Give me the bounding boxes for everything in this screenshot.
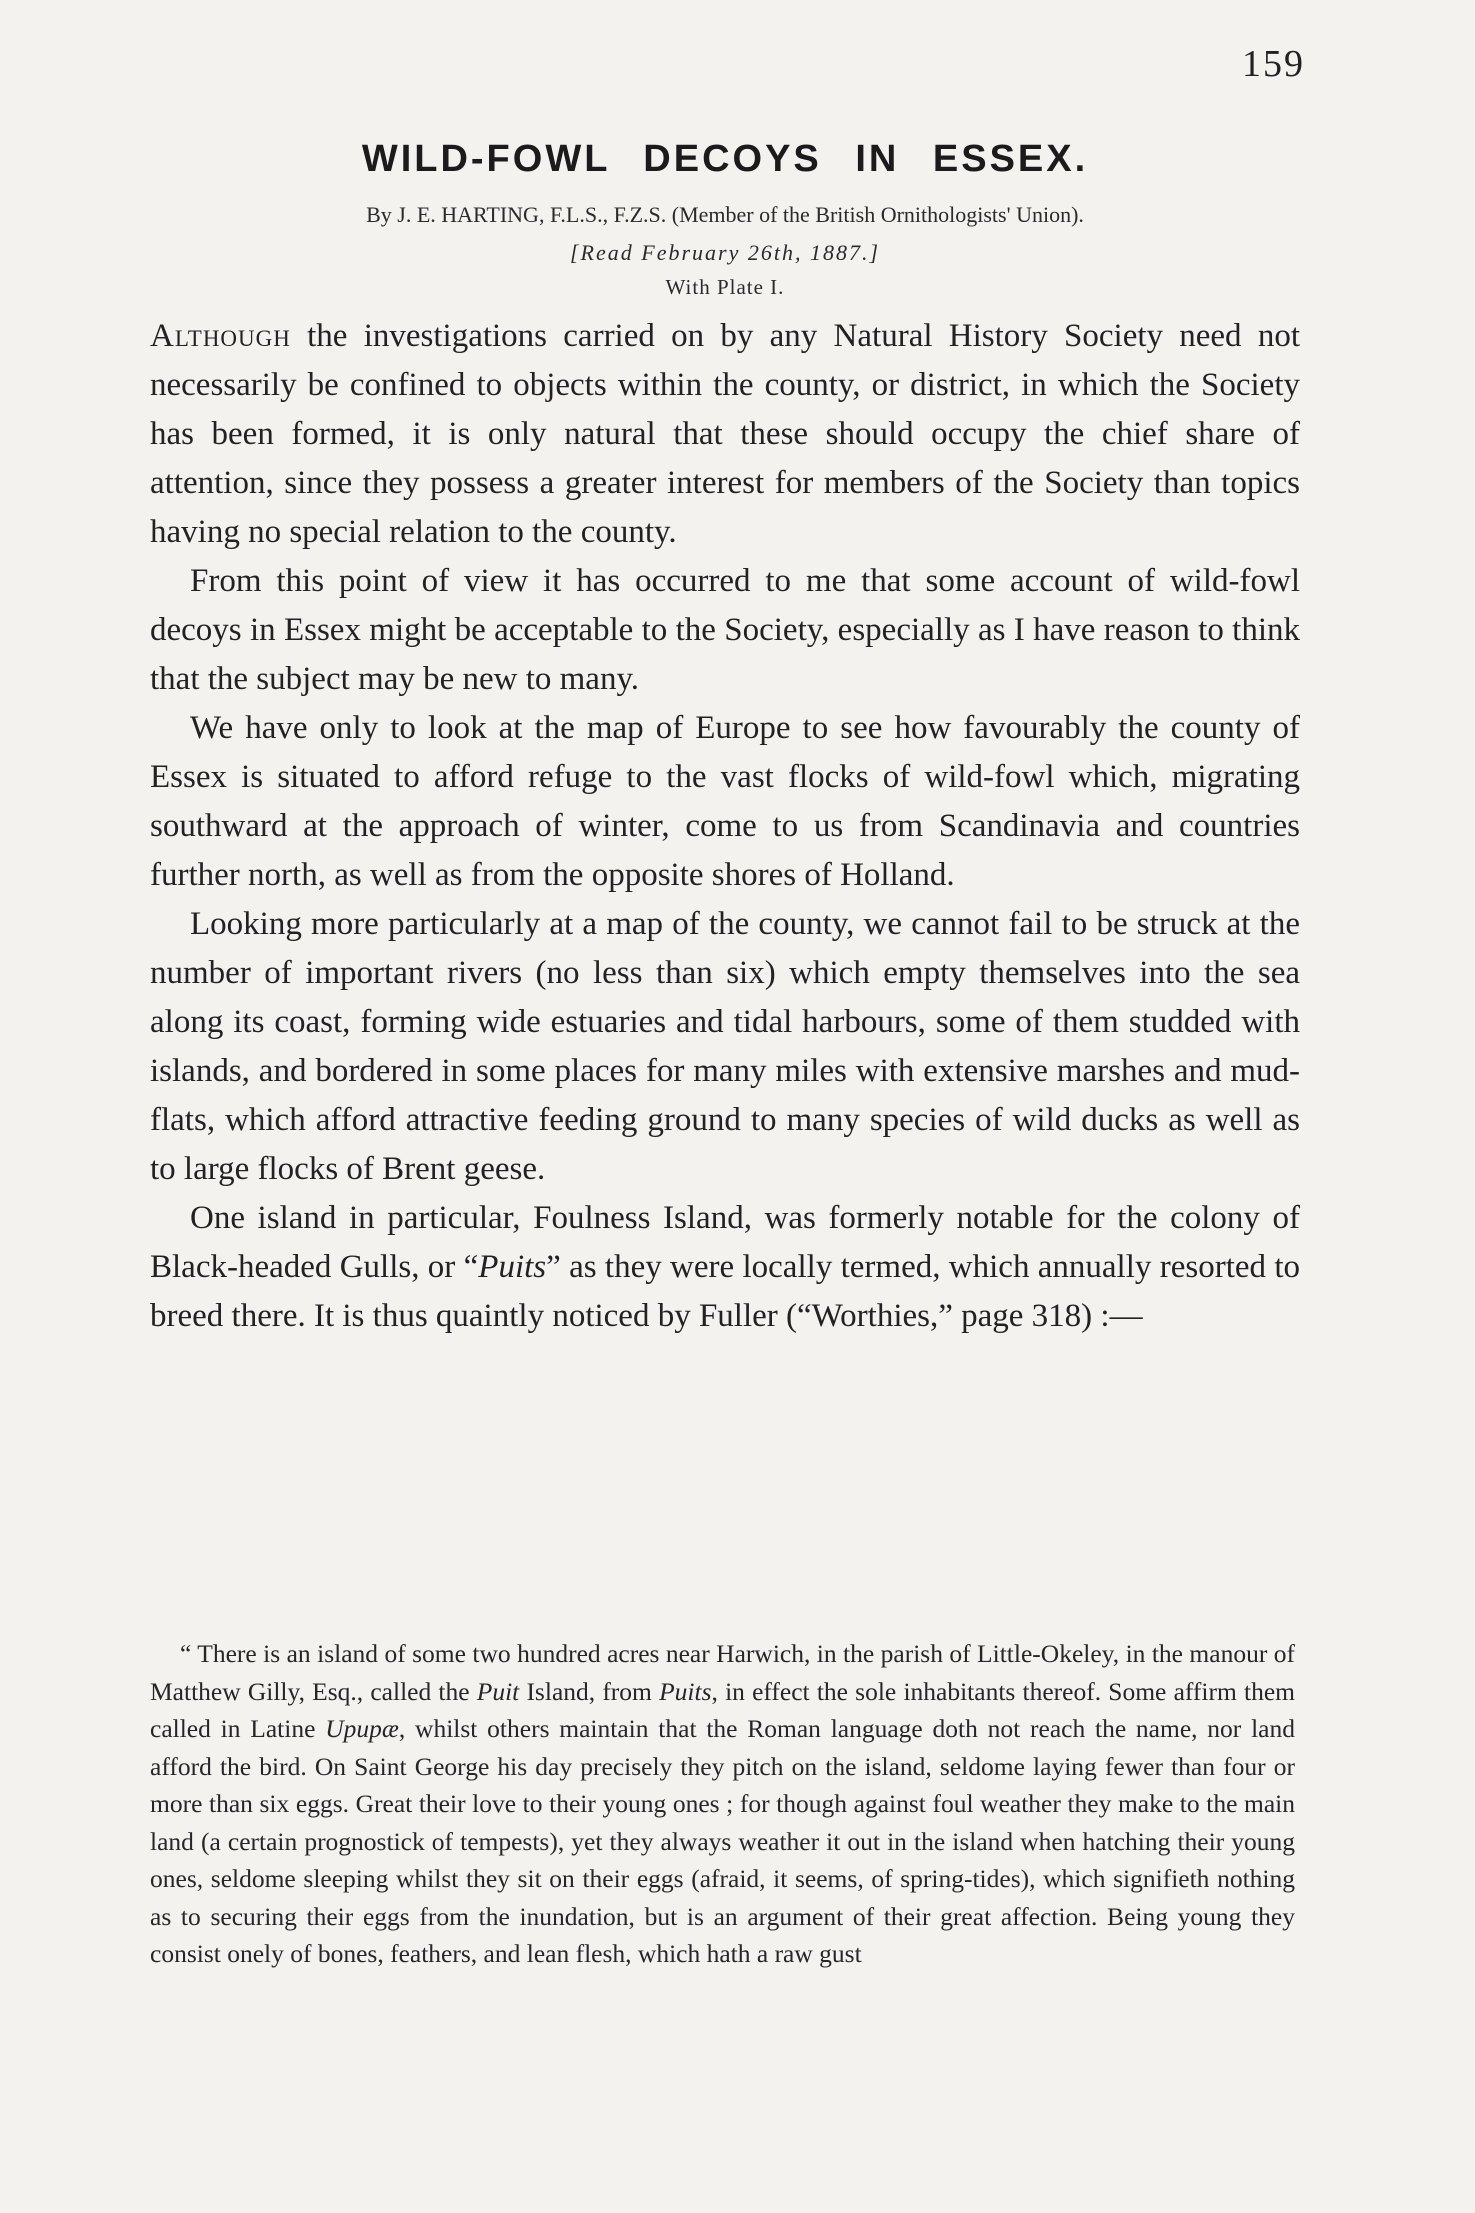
plate-note: With Plate I.: [665, 275, 785, 299]
author-byline: [150, 202, 1300, 228]
quote-text-3: , in effect the sole inhabitants thereof. Some affirm them called in Latine: [150, 1676, 1295, 1743]
paragraph-3: We have only to look at the map of Europe to see how favourably the county of Essex is situated to afford refuge to the vast flocks of wild-fowl which, migrating southward at the approach of winter, come to us from Scandinavia and countries further north, as well as from the opposite shores of Holland.: [150, 710, 1300, 893]
paragraph-5-text-b: ” as they were locally termed, which annually resorted to breed there. It is thus quaintly noticed by Fuller (“Worthies,” page 318) :—: [150, 1249, 1300, 1334]
article-body: [150, 312, 1300, 1341]
dropcap-word: Although: [150, 318, 291, 354]
paragraph-5-text-a: One island in particular, Foulness Island, was formerly notable for the colony of Black-headed Gulls, or “: [150, 1200, 1300, 1285]
document-page: [150, 30, 1305, 2190]
paragraph-5: [150, 1194, 1300, 1341]
quote-italic-2: Puits: [659, 1676, 712, 1706]
paragraph-2: From this point of view it has occurred to me that some account of wild-fowl decoys in Essex might be acceptable to the Society, especially as I have reason to think that the subject may be new to many.: [150, 563, 1300, 697]
paragraph-5-italic: Puits: [478, 1249, 547, 1285]
quote-text-1: “ There is an island of some two hundred acres near Harwich, in the parish of Little-Okeley, in the manour of Matthew Gilly, Esq., called the: [150, 1639, 1295, 1706]
byline-by: By: [366, 202, 392, 227]
byline-author: J. E. HARTING, F.L.S., F.Z.S.: [397, 202, 667, 227]
quote-text-2: Island, from: [519, 1676, 660, 1706]
quote-italic-3: Upupæ: [325, 1714, 399, 1743]
page-number: 159: [1242, 43, 1305, 85]
byline-affiliation: (Member of the British Ornithologists' Union).: [671, 202, 1084, 227]
paragraph-4: Looking more particularly at a map of the county, we cannot fail to be struck at the number of important rivers (no less than six) which empty themselves into the sea along its coast, forming wide estuaries and tidal harbours, some of them studded with islands, and bordered in some places for many miles with extensive marshes and mud-flats, which afford attractive feeding ground to many species of wild ducks as well as to large flocks of Brent geese.: [150, 906, 1300, 1187]
article-title: WILD-FOWL DECOYS IN ESSEX.: [361, 138, 1089, 180]
paragraph-1-text: the investigations carried on by any Natural History Society need not necessarily be confined to objects within the county, or district, in which the Society has been formed, it is only natural that these should occupy the chief share of attention, since they possess a greater interest for members of the Society than topics having no special relation to the county.: [150, 318, 1300, 550]
paragraph-1: [150, 312, 1300, 557]
read-date: [Read February 26th, 1887.]: [569, 240, 881, 265]
quote-italic-1: Puit: [476, 1676, 520, 1706]
quote-text-4: , whilst others maintain that the Roman language doth not reach the name, nor land afford the bird. On Saint George his day precisely they pitch on the island, seldome laying fewer than four or more than six eggs. Great their love to their young ones ; for though against foul weather they make to the main land (a certain prognostick of tempests), yet they always weather it out in the island when hatching their young ones, seldome sleeping whilst they sit on their eggs (afraid, it seems, of spring-tides), which signifieth nothing as to securing their eggs from the inundation, but is an argument of their great affection. Being young they consist onely of bones, feathers, and lean flesh, which hath a raw gust: [150, 1714, 1295, 1968]
fuller-quotation: [150, 1635, 1295, 1973]
quotation-paragraph: [150, 1635, 1295, 1973]
